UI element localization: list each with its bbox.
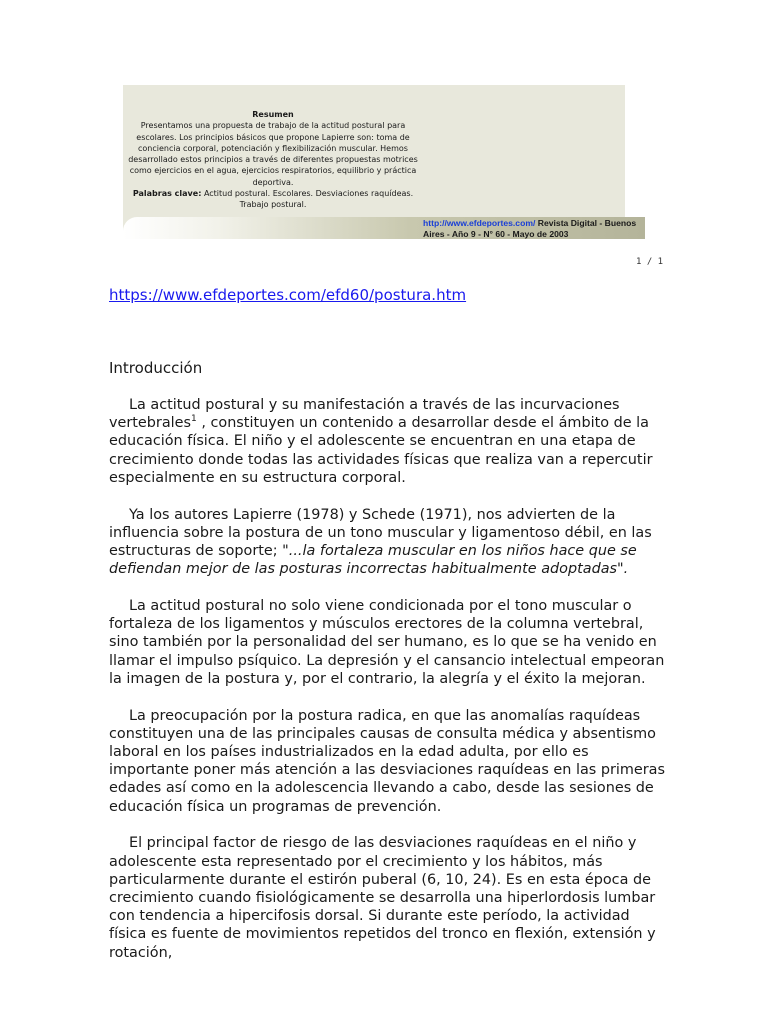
journal-info-block xyxy=(423,218,643,239)
page-indicator: 1 / 1 xyxy=(636,257,664,267)
paragraph-2 xyxy=(109,506,669,579)
keywords-label: Palabras clave: xyxy=(132,189,202,199)
abstract-block xyxy=(123,109,423,211)
paragraph-5: El principal factor de riesgo de las desviaciones raquídeas en el niño y adolescente esta representado por el crecimiento y los hábitos, más particularmente durante el estirón puberal (6, 10, 24). Es en esta época de crecimiento cuando fisiológicamente se desarrolla una hiperlordosis lumbar con tendencia a hipercifosis dorsal. Si durante este período, la actividad física es fuente de movimientos repetidos del tronco en flexión, extensión y rotación, xyxy=(109,835,656,961)
journal-info: Revista Digital - Buenos Aires - Año 9 - N° 60 - Mayo de 2003 xyxy=(423,218,637,239)
paragraph-2-quote: "...la fortaleza muscular en los niños hace que se defiendan mejor de las posturas incorrectas habitualmente adoptadas". xyxy=(109,543,637,578)
abstract-title: Resumen xyxy=(252,110,294,119)
section-title: Introducción xyxy=(109,359,203,377)
paragraph-1-text-a: La actitud postural y su manifestación a través de las incurvaciones vertebrales xyxy=(109,397,620,432)
article-body xyxy=(109,396,669,980)
keywords-text: Actitud postural. Escolares. Desviaciones raquídeas. Trabajo postural. xyxy=(203,189,414,210)
paragraph-1-text-b: , constituyen un contenido a desarrollar desde el ámbito de la educación física. El niño y el adolescente se encuentran en una etapa de crecimiento donde todas las actividades físicas que realiza van a repercutir especialmente en su estructura corporal. xyxy=(109,415,653,486)
source-url-link[interactable]: https://www.efdeportes.com/efd60/postura.htm xyxy=(109,286,467,304)
paragraph-2-text: Ya los autores Lapierre (1978) y Schede (1971), nos advierten de la influencia sobre la postura de un tono muscular y ligamentoso débil, en las estructuras de soporte; xyxy=(109,506,652,560)
paragraph-3: La actitud postural no solo viene condicionada por el tono muscular o fortaleza de los ligamentos y músculos erectores de la columna vertebral, sino también por la personalidad del ser humano, es lo que se ha venido en llamar el impulso psíquico. La depresión y el cansancio intelectual empeoran la imagen de la postura y, por el contrario, la alegría y el éxito la mejoran. xyxy=(109,598,665,687)
paragraph-1 xyxy=(109,396,669,487)
footnote-ref[interactable]: 1 xyxy=(191,414,197,425)
abstract-text: Presentamos una propuesta de trabajo de la actitud postural para escolares. Los principios básicos que propone Lapierre son: toma de conciencia corporal, potenciación y flexibilización muscular. Hemos desarrollado estos principios a través de diferentes propuestas motrices como ejercicios en el agua, ejercicios respiratorios, equilibrio y práctica deportiva. xyxy=(128,121,418,187)
article-header-banner xyxy=(123,85,637,239)
journal-url-link[interactable]: http://www.efdeportes.com/ xyxy=(423,218,536,228)
journal-band xyxy=(123,217,645,239)
paragraph-4: La preocupación por la postura radica, en que las anomalías raquídeas constituyen una de las principales causas de consulta médica y absentismo laboral en los países industrializados en la edad adulta, por ello es importante poner más atención a las desviaciones raquídeas en las primeras edades así como en la adolescencia llevando a cabo, desde las sesiones de educación física un programas de prevención. xyxy=(109,707,665,815)
